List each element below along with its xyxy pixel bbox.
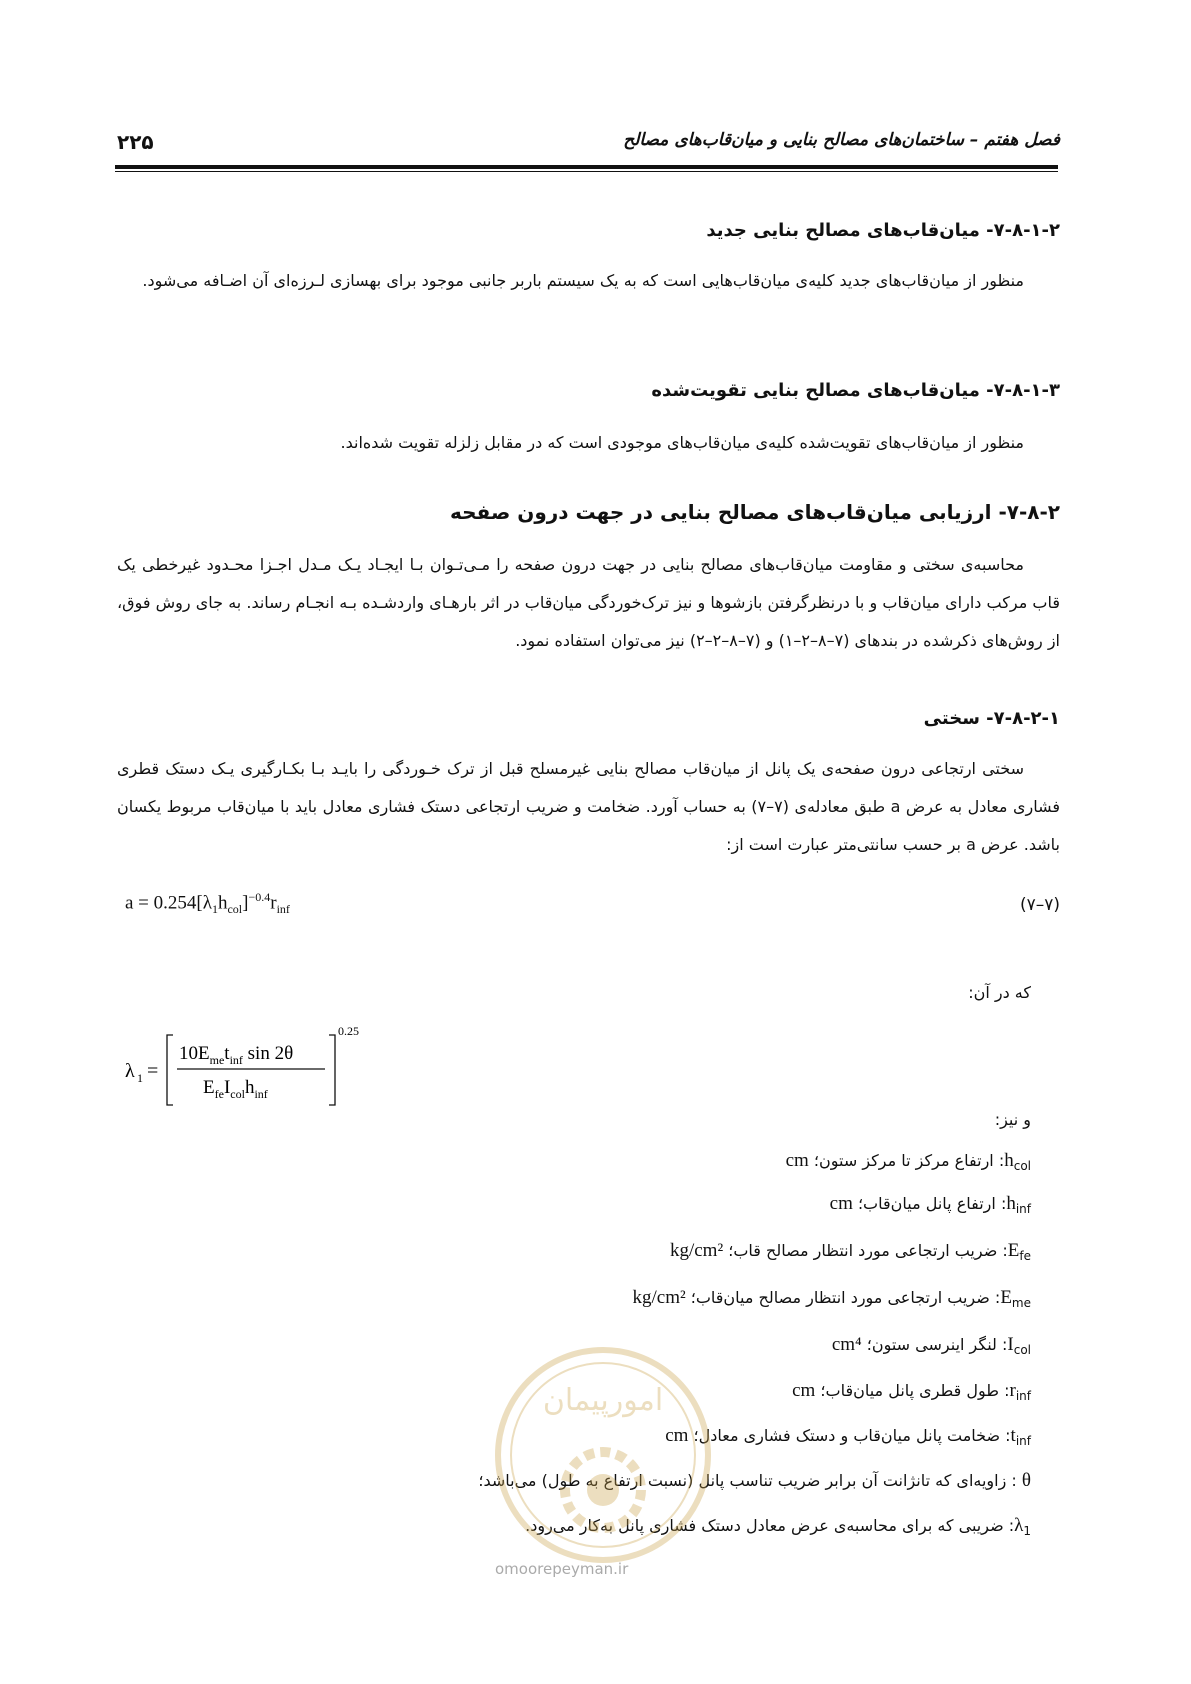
header-rule-thick bbox=[115, 165, 1058, 169]
where-label: که در آن: bbox=[968, 983, 1031, 1002]
denominator: $E_{fe}I_{col}h_{inf}$ bbox=[203, 1077, 268, 1101]
heading-strengthened-infills: ۷-۸-۱-۳- میان‌قاب‌های مصالح بنایی تقویت‌شده bbox=[651, 380, 1060, 401]
definition-h-inf: $h_{inf}$: ارتفاع پانل میان‌قاب؛ cm bbox=[829, 1193, 1031, 1217]
definition-e-fe: $E_{fe}$: ضریب ارتجاعی مورد انتظار مصالح قاب؛ kg/cm² bbox=[669, 1240, 1031, 1264]
watermark-site: omoorepeyman.ir bbox=[495, 1560, 629, 1578]
paragraph-new-infills: منظور از میان‌قاب‌های جدید کلیه‌ی میان‌قاب‌هایی است که به یک سیستم باربر جانبی موجود برای بهسازی لـرزه‌ای آن اضـافه می‌شود. bbox=[142, 271, 1024, 290]
header-rule-thin bbox=[115, 171, 1058, 172]
definition-theta: θ : زاویه‌ای که تانژانت آن برابر ضریب تناسب پانل (نسبت ارتفاع به طول) می‌باشد؛ bbox=[478, 1470, 1031, 1491]
also-label: و نیز: bbox=[994, 1110, 1031, 1129]
lambda-symbol: λ bbox=[125, 1060, 135, 1082]
equation-strut-width: $a = 0.254[\lambda_1h_{col}]^{-0.4}r_{inf}$ bbox=[125, 890, 290, 917]
page-number: ۲۲۵ bbox=[117, 130, 154, 154]
lambda-formula-svg bbox=[125, 1023, 385, 1113]
definition-h-col: $h_{col}$: ارتفاع مرکز تا مرکز ستون؛ cm bbox=[785, 1150, 1031, 1174]
watermark-logo-text: امورپیمان bbox=[542, 1383, 664, 1418]
definition-r-inf: $r_{inf}$: طول قطری پانل میان‌قاب؛ cm bbox=[792, 1380, 1031, 1404]
right-bracket bbox=[329, 1035, 335, 1105]
numerator: $10E_{me}t_{inf}$ sin 2θ bbox=[179, 1043, 294, 1067]
svg-text:=: = bbox=[147, 1060, 159, 1082]
paragraph-in-plane-evaluation: محاسبه‌ی سختی و مقاومت میان‌قاب‌های مصالح بنایی در جهت درون صفحه را مـی‌تـوان بـا ایجـاد یـک مـدل اجـزا محـدود غیرخطی یک قاب مرکب دارای میان‌قاب و با درنظرگرفتن بازشوها و نیز ترک‌خوردگی میان‌قاب در اثر بارهـای واردشـده بـه انجـام رساند. به جای روش فوق، از روش‌های ذکرشده در بندهای (۷–۸–۲–۱) و (۷–۸–۲–۲) نیز می‌توان استفاده نمود. bbox=[117, 555, 1060, 650]
equation-lambda bbox=[125, 1023, 385, 1119]
equation-number: (۷–۷) bbox=[1019, 895, 1060, 915]
heading-stiffness: ۷-۸-۲-۱- سختی bbox=[923, 708, 1060, 729]
paragraph-stiffness: سختی ارتجاعی درون صفحه‌ی یک پانل از میان‌قاب مصالح بنایی غیرمسلح قبل از ترک خـوردگی را بایـد بـا بکـارگیری یـک دستک قطری فشاری معادل به عرض a طبق معادله‌ی (۷–۷) به حساب آورد. ضخامت و ضریب ارتجاعی دستک فشاری معادل باید با میان‌قاب مربوط یکسان باشد. عرض a بر حسب سانتی‌متر عبارت است از: bbox=[117, 759, 1060, 854]
running-header-title: فصل هفتم – ساختمان‌های مصالح بنایی و میان‌قاب‌های مصالح bbox=[623, 130, 1060, 150]
svg-text:1: 1 bbox=[137, 1071, 143, 1085]
definition-i-col: $I_{col}$: لنگر اینرسی ستون؛ cm⁴ bbox=[831, 1334, 1031, 1358]
paragraph-strengthened-infills: منظور از میان‌قاب‌های تقویت‌شده کلیه‌ی میان‌قاب‌های موجودی است که در مقابل زلزله تقویت شده‌اند. bbox=[340, 433, 1024, 452]
exponent: 0.25 bbox=[338, 1024, 359, 1038]
definition-lambda: $\lambda_1$: ضریبی که برای محاسبه‌ی عرض معادل دستک فشاری پانل به‌کار می‌رود. bbox=[525, 1515, 1031, 1539]
watermark-logo bbox=[488, 1340, 718, 1570]
heading-new-infills: ۷-۸-۱-۲- میان‌قاب‌های مصالح بنایی جدید bbox=[706, 220, 1060, 241]
heading-in-plane-evaluation: ۷-۸-۲- ارزیابی میان‌قاب‌های مصالح بنایی در جهت درون صفحه bbox=[450, 500, 1060, 524]
definition-e-me: $E_{me}$: ضریب ارتجاعی مورد انتظار مصالح میان‌قاب؛ kg/cm² bbox=[632, 1287, 1031, 1311]
definition-t-inf: $t_{inf}$: ضخامت پانل میان‌قاب و دستک فشاری معادل؛ cm bbox=[665, 1425, 1031, 1449]
left-bracket bbox=[167, 1035, 173, 1105]
